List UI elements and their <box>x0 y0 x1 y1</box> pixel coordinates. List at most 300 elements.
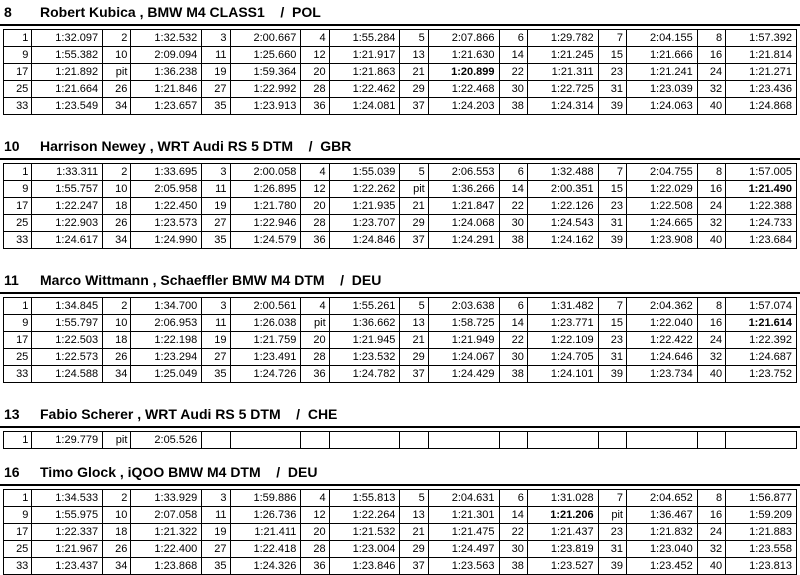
lap-time: 1:21.892 <box>32 64 103 81</box>
lap-time: 1:23.868 <box>131 558 202 575</box>
lap-time: 1:22.508 <box>626 198 697 215</box>
lap-number: 36 <box>301 366 329 383</box>
lap-number: 5 <box>400 490 428 507</box>
table-row <box>4 98 797 115</box>
lap-number: 1 <box>4 298 32 315</box>
lap-number: 5 <box>400 164 428 181</box>
lap-time: 1:55.757 <box>32 181 103 198</box>
lap-time: 1:22.573 <box>32 349 103 366</box>
lap-number: 12 <box>301 181 329 198</box>
lap-time: 2:00.058 <box>230 164 301 181</box>
lap-time: 1:21.490 <box>726 181 797 198</box>
lap-time: 2:00.667 <box>230 30 301 47</box>
lap-time: 1:22.040 <box>626 315 697 332</box>
lap-time: 1:21.780 <box>230 198 301 215</box>
lap-time: 1:33.695 <box>131 164 202 181</box>
lap-time: 1:55.813 <box>329 490 400 507</box>
lap-number: 30 <box>499 349 527 366</box>
lap-number: 3 <box>202 298 230 315</box>
lap-time: 1:59.209 <box>726 507 797 524</box>
lap-number: 34 <box>103 98 131 115</box>
lap-time: 1:23.707 <box>329 215 400 232</box>
car-number: 13 <box>4 406 20 422</box>
lap-time: 1:21.437 <box>527 524 598 541</box>
lap-time: 1:24.068 <box>428 215 499 232</box>
lap-number: 2 <box>103 490 131 507</box>
header-rule <box>0 158 800 160</box>
lap-number: 35 <box>202 232 230 249</box>
lap-time: 1:24.705 <box>527 349 598 366</box>
lap-time: 1:55.284 <box>329 30 400 47</box>
lap-time: 1:23.684 <box>726 232 797 249</box>
lap-time: 1:58.725 <box>428 315 499 332</box>
table-row <box>4 232 797 249</box>
lap-time: 1:23.913 <box>230 98 301 115</box>
lap-number: 7 <box>598 490 626 507</box>
lap-number: 23 <box>598 524 626 541</box>
lap-number: 2 <box>103 164 131 181</box>
lap-number: 1 <box>4 30 32 47</box>
lap-number: 37 <box>400 232 428 249</box>
lap-time: 1:55.039 <box>329 164 400 181</box>
lap-number: 22 <box>499 198 527 215</box>
lap-number: 28 <box>301 349 329 366</box>
lap-time: 1:21.311 <box>527 64 598 81</box>
lap-number: 40 <box>697 558 725 575</box>
lap-time: 1:23.040 <box>626 541 697 558</box>
table-row <box>4 81 797 98</box>
table-row <box>4 541 797 558</box>
lap-time: 1:21.475 <box>428 524 499 541</box>
lap-number: 5 <box>400 298 428 315</box>
lap-time: 1:24.063 <box>626 98 697 115</box>
lap-time: 1:23.563 <box>428 558 499 575</box>
lap-number: 5 <box>400 30 428 47</box>
table-row <box>4 315 797 332</box>
table-row <box>4 332 797 349</box>
lap-time: 1:59.886 <box>230 490 301 507</box>
lap-time: 1:22.450 <box>131 198 202 215</box>
lap-time: 1:23.549 <box>32 98 103 115</box>
lap-number: 1 <box>4 432 32 449</box>
lap-time: 1:23.846 <box>329 558 400 575</box>
lap-time: 1:21.832 <box>626 524 697 541</box>
lap-time: 1:22.388 <box>726 198 797 215</box>
table-row <box>4 366 797 383</box>
lap-number: 39 <box>598 366 626 383</box>
lap-time: 1:22.247 <box>32 198 103 215</box>
lap-time: 1:23.532 <box>329 349 400 366</box>
lap-number: 6 <box>499 490 527 507</box>
lap-number: 30 <box>499 215 527 232</box>
lap-time: 1:22.392 <box>726 332 797 349</box>
lap-number: 40 <box>697 366 725 383</box>
car-number: 10 <box>4 138 20 154</box>
driver-block <box>0 134 800 246</box>
lap-number: 18 <box>103 332 131 349</box>
lap-time <box>428 432 499 449</box>
lap-number: 17 <box>4 524 32 541</box>
table-row <box>4 507 797 524</box>
lap-time: 2:06.953 <box>131 315 202 332</box>
lap-time: 1:22.903 <box>32 215 103 232</box>
lap-time: 1:29.782 <box>527 30 598 47</box>
table-row <box>4 524 797 541</box>
driver-header <box>0 0 800 24</box>
lap-number: 21 <box>400 332 428 349</box>
lap-number: 30 <box>499 541 527 558</box>
lap-time: 1:21.245 <box>527 47 598 64</box>
lap-number: 6 <box>499 164 527 181</box>
lap-time: 1:22.462 <box>329 81 400 98</box>
lap-time: 1:23.491 <box>230 349 301 366</box>
lap-time: 2:05.958 <box>131 181 202 198</box>
lap-time: 1:21.945 <box>329 332 400 349</box>
lap-number: 25 <box>4 215 32 232</box>
lap-number: 24 <box>697 64 725 81</box>
lap-time: 1:21.846 <box>131 81 202 98</box>
lap-number: 23 <box>598 198 626 215</box>
lap-time: 2:04.362 <box>626 298 697 315</box>
lap-number: 17 <box>4 332 32 349</box>
lap-number: 38 <box>499 232 527 249</box>
lap-time: 2:00.561 <box>230 298 301 315</box>
lap-time: 1:21.322 <box>131 524 202 541</box>
lap-number: 36 <box>301 98 329 115</box>
lap-table <box>3 163 797 249</box>
lap-number: 31 <box>598 81 626 98</box>
driver-header <box>0 134 800 158</box>
lap-time: 2:03.638 <box>428 298 499 315</box>
lap-time: 1:34.845 <box>32 298 103 315</box>
lap-time: 1:55.797 <box>32 315 103 332</box>
lap-time: 1:24.665 <box>626 215 697 232</box>
lap-time: 1:24.782 <box>329 366 400 383</box>
lap-number: 33 <box>4 366 32 383</box>
lap-number: 26 <box>103 215 131 232</box>
lap-time: 1:21.917 <box>329 47 400 64</box>
lap-time: 1:36.662 <box>329 315 400 332</box>
lap-time: 1:26.736 <box>230 507 301 524</box>
lap-time: 1:23.771 <box>527 315 598 332</box>
driver-block <box>0 460 800 572</box>
lap-number <box>400 432 428 449</box>
lap-number: 6 <box>499 298 527 315</box>
driver-team-country: Marco Wittmann , Schaeffler BMW M4 DTM / DEU <box>40 272 382 288</box>
lap-number: 20 <box>301 198 329 215</box>
lap-number: 10 <box>103 315 131 332</box>
lap-number: 17 <box>4 198 32 215</box>
lap-number <box>697 432 725 449</box>
lap-number: 2 <box>103 30 131 47</box>
lap-number <box>202 432 230 449</box>
lap-time: 1:24.314 <box>527 98 598 115</box>
lap-number: 11 <box>202 315 230 332</box>
lap-number: 29 <box>400 215 428 232</box>
lap-time: 2:05.526 <box>131 432 202 449</box>
header-rule <box>0 426 800 428</box>
lap-number: 29 <box>400 81 428 98</box>
lap-number: 32 <box>697 541 725 558</box>
lap-time: 2:04.652 <box>626 490 697 507</box>
lap-number: 10 <box>103 181 131 198</box>
lap-time: 1:24.726 <box>230 366 301 383</box>
lap-number: 8 <box>697 490 725 507</box>
lap-time: 1:32.488 <box>527 164 598 181</box>
lap-time: 1:23.908 <box>626 232 697 249</box>
lap-number: 1 <box>4 164 32 181</box>
lap-time: 1:24.429 <box>428 366 499 383</box>
driver-block <box>0 402 800 446</box>
lap-number: 37 <box>400 98 428 115</box>
lap-number: 11 <box>202 181 230 198</box>
table-row <box>4 558 797 575</box>
car-number: 11 <box>4 272 19 288</box>
lap-number: 25 <box>4 349 32 366</box>
lap-number: 7 <box>598 164 626 181</box>
lap-number: 22 <box>499 524 527 541</box>
lap-time: 1:21.532 <box>329 524 400 541</box>
lap-time: 2:00.351 <box>527 181 598 198</box>
lap-time: 1:24.868 <box>726 98 797 115</box>
lap-time <box>726 432 797 449</box>
lap-time: 1:23.752 <box>726 366 797 383</box>
lap-number: 7 <box>598 30 626 47</box>
lap-time: 1:21.206 <box>527 507 598 524</box>
lap-number: 26 <box>103 81 131 98</box>
lap-number: 22 <box>499 64 527 81</box>
lap-time: 2:09.094 <box>131 47 202 64</box>
lap-number: 18 <box>103 198 131 215</box>
lap-number <box>301 432 329 449</box>
lap-time: 1:22.422 <box>626 332 697 349</box>
lap-number: 33 <box>4 558 32 575</box>
table-row <box>4 181 797 198</box>
lap-time: 1:23.558 <box>726 541 797 558</box>
lap-number: 20 <box>301 64 329 81</box>
table-row <box>4 215 797 232</box>
lap-number: 18 <box>103 524 131 541</box>
lap-time: 1:24.326 <box>230 558 301 575</box>
lap-number: 33 <box>4 98 32 115</box>
lap-table <box>3 297 797 383</box>
lap-time: 1:59.364 <box>230 64 301 81</box>
header-rule <box>0 484 800 486</box>
lap-number: 11 <box>202 507 230 524</box>
table-row <box>4 30 797 47</box>
lap-time <box>527 432 598 449</box>
lap-number: 27 <box>202 215 230 232</box>
lap-number: pit <box>598 507 626 524</box>
lap-number: 19 <box>202 332 230 349</box>
lap-time: 1:22.946 <box>230 215 301 232</box>
lap-number: 4 <box>301 30 329 47</box>
lap-number: 7 <box>598 298 626 315</box>
table-row <box>4 64 797 81</box>
lap-number: 28 <box>301 215 329 232</box>
driver-header <box>0 460 800 484</box>
lap-number: 4 <box>301 164 329 181</box>
lap-number <box>499 432 527 449</box>
lap-time: 1:22.262 <box>329 181 400 198</box>
lap-time: 1:24.588 <box>32 366 103 383</box>
lap-number: 32 <box>697 349 725 366</box>
lap-number: 12 <box>301 47 329 64</box>
car-number: 16 <box>4 464 20 480</box>
lap-number: 34 <box>103 232 131 249</box>
lap-number: 11 <box>202 47 230 64</box>
lap-number: 9 <box>4 315 32 332</box>
lap-number: 3 <box>202 164 230 181</box>
driver-team-country: Harrison Newey , WRT Audi RS 5 DTM / GBR <box>40 138 352 154</box>
lap-number: 36 <box>301 232 329 249</box>
lap-time: 1:22.725 <box>527 81 598 98</box>
lap-number: 20 <box>301 332 329 349</box>
lap-time: 1:21.949 <box>428 332 499 349</box>
lap-number: 28 <box>301 81 329 98</box>
lap-table <box>3 431 797 449</box>
lap-number: 26 <box>103 541 131 558</box>
lap-time: 1:21.935 <box>329 198 400 215</box>
lap-time: 1:33.311 <box>32 164 103 181</box>
lap-time: 1:21.271 <box>726 64 797 81</box>
lap-time: 1:22.400 <box>131 541 202 558</box>
lap-time: 1:21.630 <box>428 47 499 64</box>
table-row <box>4 198 797 215</box>
lap-number: 8 <box>697 30 725 47</box>
lap-number: pit <box>103 432 131 449</box>
lap-time: 1:23.436 <box>726 81 797 98</box>
lap-time: 1:55.261 <box>329 298 400 315</box>
lap-time: 1:29.779 <box>32 432 103 449</box>
lap-number: 14 <box>499 181 527 198</box>
lap-time: 2:04.755 <box>626 164 697 181</box>
lap-time: 1:21.666 <box>626 47 697 64</box>
lap-number: 4 <box>301 490 329 507</box>
lap-number: 12 <box>301 507 329 524</box>
lap-time: 1:24.846 <box>329 232 400 249</box>
driver-team-country: Robert Kubica , BMW M4 CLASS1 / POL <box>40 4 321 20</box>
lap-number: 23 <box>598 64 626 81</box>
lap-number: 29 <box>400 349 428 366</box>
table-row <box>4 47 797 64</box>
lap-number: 35 <box>202 98 230 115</box>
lap-number: pit <box>301 315 329 332</box>
lap-time: 1:23.452 <box>626 558 697 575</box>
lap-time: 1:22.198 <box>131 332 202 349</box>
table-row <box>4 164 797 181</box>
lap-time: 1:21.664 <box>32 81 103 98</box>
lap-number: 15 <box>598 181 626 198</box>
lap-number: 21 <box>400 64 428 81</box>
lap-table <box>3 489 797 575</box>
lap-time: 1:57.074 <box>726 298 797 315</box>
lap-time: 1:24.291 <box>428 232 499 249</box>
lap-time: 1:56.877 <box>726 490 797 507</box>
lap-number: 14 <box>499 507 527 524</box>
lap-time: 1:22.264 <box>329 507 400 524</box>
lap-number: 38 <box>499 558 527 575</box>
lap-time <box>230 432 301 449</box>
lap-time: 1:36.266 <box>428 181 499 198</box>
lap-number: 37 <box>400 558 428 575</box>
lap-number: 1 <box>4 490 32 507</box>
lap-number: 13 <box>400 315 428 332</box>
lap-time: 1:23.294 <box>131 349 202 366</box>
header-rule <box>0 24 800 26</box>
table-row <box>4 432 797 449</box>
lap-time: 1:24.081 <box>329 98 400 115</box>
lap-time: 1:24.687 <box>726 349 797 366</box>
lap-time <box>626 432 697 449</box>
driver-block <box>0 0 800 112</box>
lap-number: 25 <box>4 81 32 98</box>
lap-time: 1:20.899 <box>428 64 499 81</box>
lap-number: 39 <box>598 558 626 575</box>
lap-number: 24 <box>697 198 725 215</box>
lap-number: 16 <box>697 181 725 198</box>
lap-time: 2:07.058 <box>131 507 202 524</box>
lap-number: 9 <box>4 47 32 64</box>
lap-number: 38 <box>499 366 527 383</box>
lap-time: 1:22.029 <box>626 181 697 198</box>
driver-team-country: Timo Glock , iQOO BMW M4 DTM / DEU <box>40 464 318 480</box>
lap-number: 24 <box>697 524 725 541</box>
lap-number: 28 <box>301 541 329 558</box>
lap-number: 36 <box>301 558 329 575</box>
lap-number: 15 <box>598 315 626 332</box>
lap-number: pit <box>400 181 428 198</box>
lap-time: 1:24.617 <box>32 232 103 249</box>
lap-number: 32 <box>697 215 725 232</box>
lap-number: 4 <box>301 298 329 315</box>
lap-time: 1:22.468 <box>428 81 499 98</box>
lap-time: 1:23.573 <box>131 215 202 232</box>
lap-time: 1:36.238 <box>131 64 202 81</box>
lap-number: 9 <box>4 507 32 524</box>
lap-number: 26 <box>103 349 131 366</box>
lap-time: 1:24.579 <box>230 232 301 249</box>
lap-number: 27 <box>202 81 230 98</box>
lap-number: 9 <box>4 181 32 198</box>
lap-number: 13 <box>400 47 428 64</box>
lap-time: 1:24.497 <box>428 541 499 558</box>
lap-time: 1:21.759 <box>230 332 301 349</box>
lap-number: 22 <box>499 332 527 349</box>
lap-time: 2:04.155 <box>626 30 697 47</box>
table-row <box>4 349 797 366</box>
lap-number: 19 <box>202 64 230 81</box>
lap-time: 1:22.992 <box>230 81 301 98</box>
driver-header <box>0 402 800 426</box>
lap-time: 1:23.734 <box>626 366 697 383</box>
lap-time: 1:32.097 <box>32 30 103 47</box>
lap-number: 17 <box>4 64 32 81</box>
lap-time: 1:21.614 <box>726 315 797 332</box>
lap-time: 1:21.814 <box>726 47 797 64</box>
lap-number: 29 <box>400 541 428 558</box>
lap-time: 1:24.733 <box>726 215 797 232</box>
lap-time: 1:24.162 <box>527 232 598 249</box>
lap-number: 39 <box>598 232 626 249</box>
lap-number: 10 <box>103 507 131 524</box>
lap-time: 1:22.337 <box>32 524 103 541</box>
lap-time: 1:24.543 <box>527 215 598 232</box>
lap-time: 1:55.975 <box>32 507 103 524</box>
lap-number: 6 <box>499 30 527 47</box>
table-row <box>4 490 797 507</box>
lap-time: 1:32.532 <box>131 30 202 47</box>
